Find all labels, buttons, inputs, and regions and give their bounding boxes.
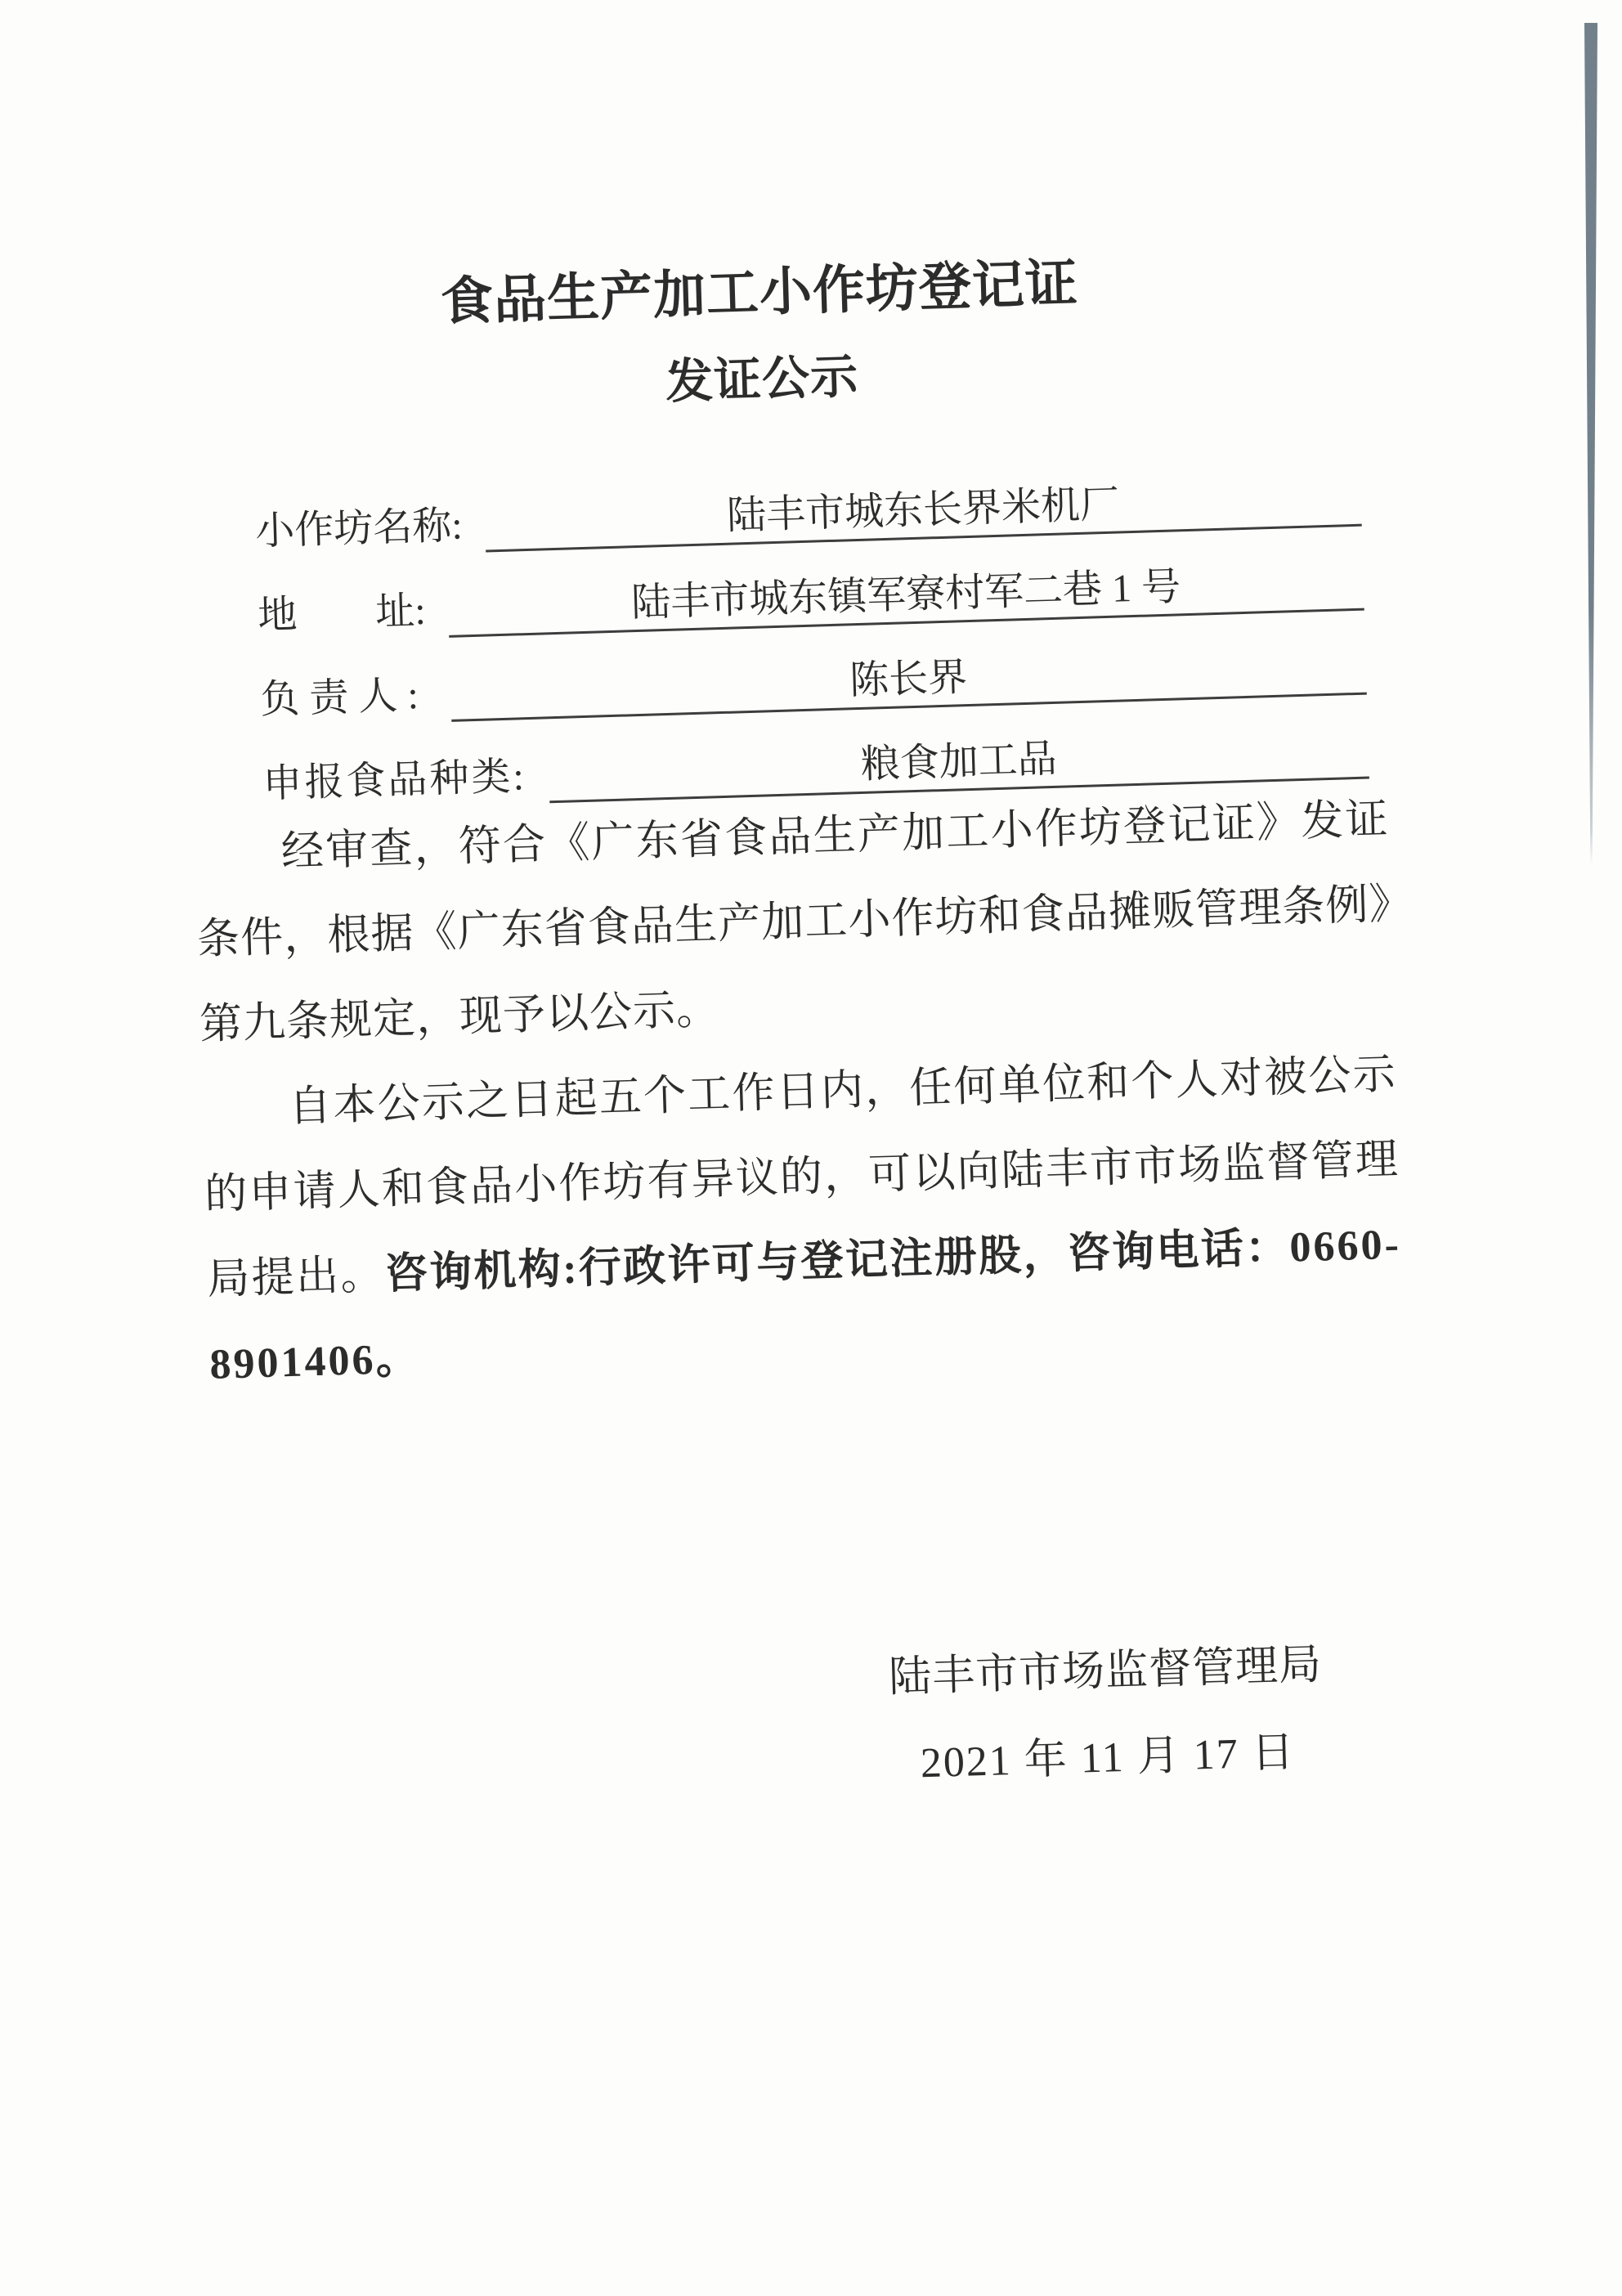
paragraph-objection (201, 1033, 1405, 1408)
document-subtitle: 发证公示 (665, 349, 859, 409)
workshop-name-value: 陆丰市城东长界米机厂 (726, 482, 1120, 538)
person-in-charge-underline (450, 640, 1367, 722)
person-in-charge-value: 陈长界 (849, 656, 968, 703)
address-label: 地 址: (257, 589, 427, 638)
issuer-name: 陆丰市市场监督管理局 (888, 1641, 1323, 1702)
registration-form (254, 468, 1369, 812)
consult-info-text: 咨询机构:行政许可与登记注册股，咨询电话： (384, 1224, 1291, 1298)
food-category-value: 粮食加工品 (859, 737, 1058, 787)
notice-body (194, 778, 1405, 1408)
form-row-workshop-name (254, 468, 1362, 559)
address-underline (448, 556, 1364, 638)
issue-date: 2021 年 11 月 17 日 (920, 1729, 1297, 1787)
signature-block (794, 1635, 1419, 1794)
paragraph-review (194, 778, 1396, 1068)
address-value: 陆丰市城东镇军寮村军二巷 1 号 (630, 565, 1181, 626)
document-title: 食品生产加工小作坊登记证 (440, 253, 1079, 331)
consult-phone-number: 0660-8901406。 (208, 1221, 1402, 1388)
workshop-name-label: 小作坊名称: (254, 504, 464, 554)
form-row-address (257, 552, 1364, 644)
food-category-label: 申报食品种类: (262, 755, 527, 806)
title-block (0, 236, 1600, 432)
paragraph-objection-text: 自本公示之日起五个工作日内，任何单位和个人对被公示的申请人和食品小作坊有异议的，可以向陆丰市市场监督管理局提出。 (204, 1051, 1400, 1303)
person-in-charge-label: 负责人: (259, 673, 429, 722)
form-row-person-in-charge (259, 636, 1367, 728)
paragraph-review-text: 经审查，符合《广东省食品生产加工小作坊登记证》发证条件，根据《广东省食品生产加工小作坊和食品摊贩管理条例》第九条规定，现予以公示。 (196, 796, 1392, 1049)
workshop-name-underline (485, 472, 1362, 553)
